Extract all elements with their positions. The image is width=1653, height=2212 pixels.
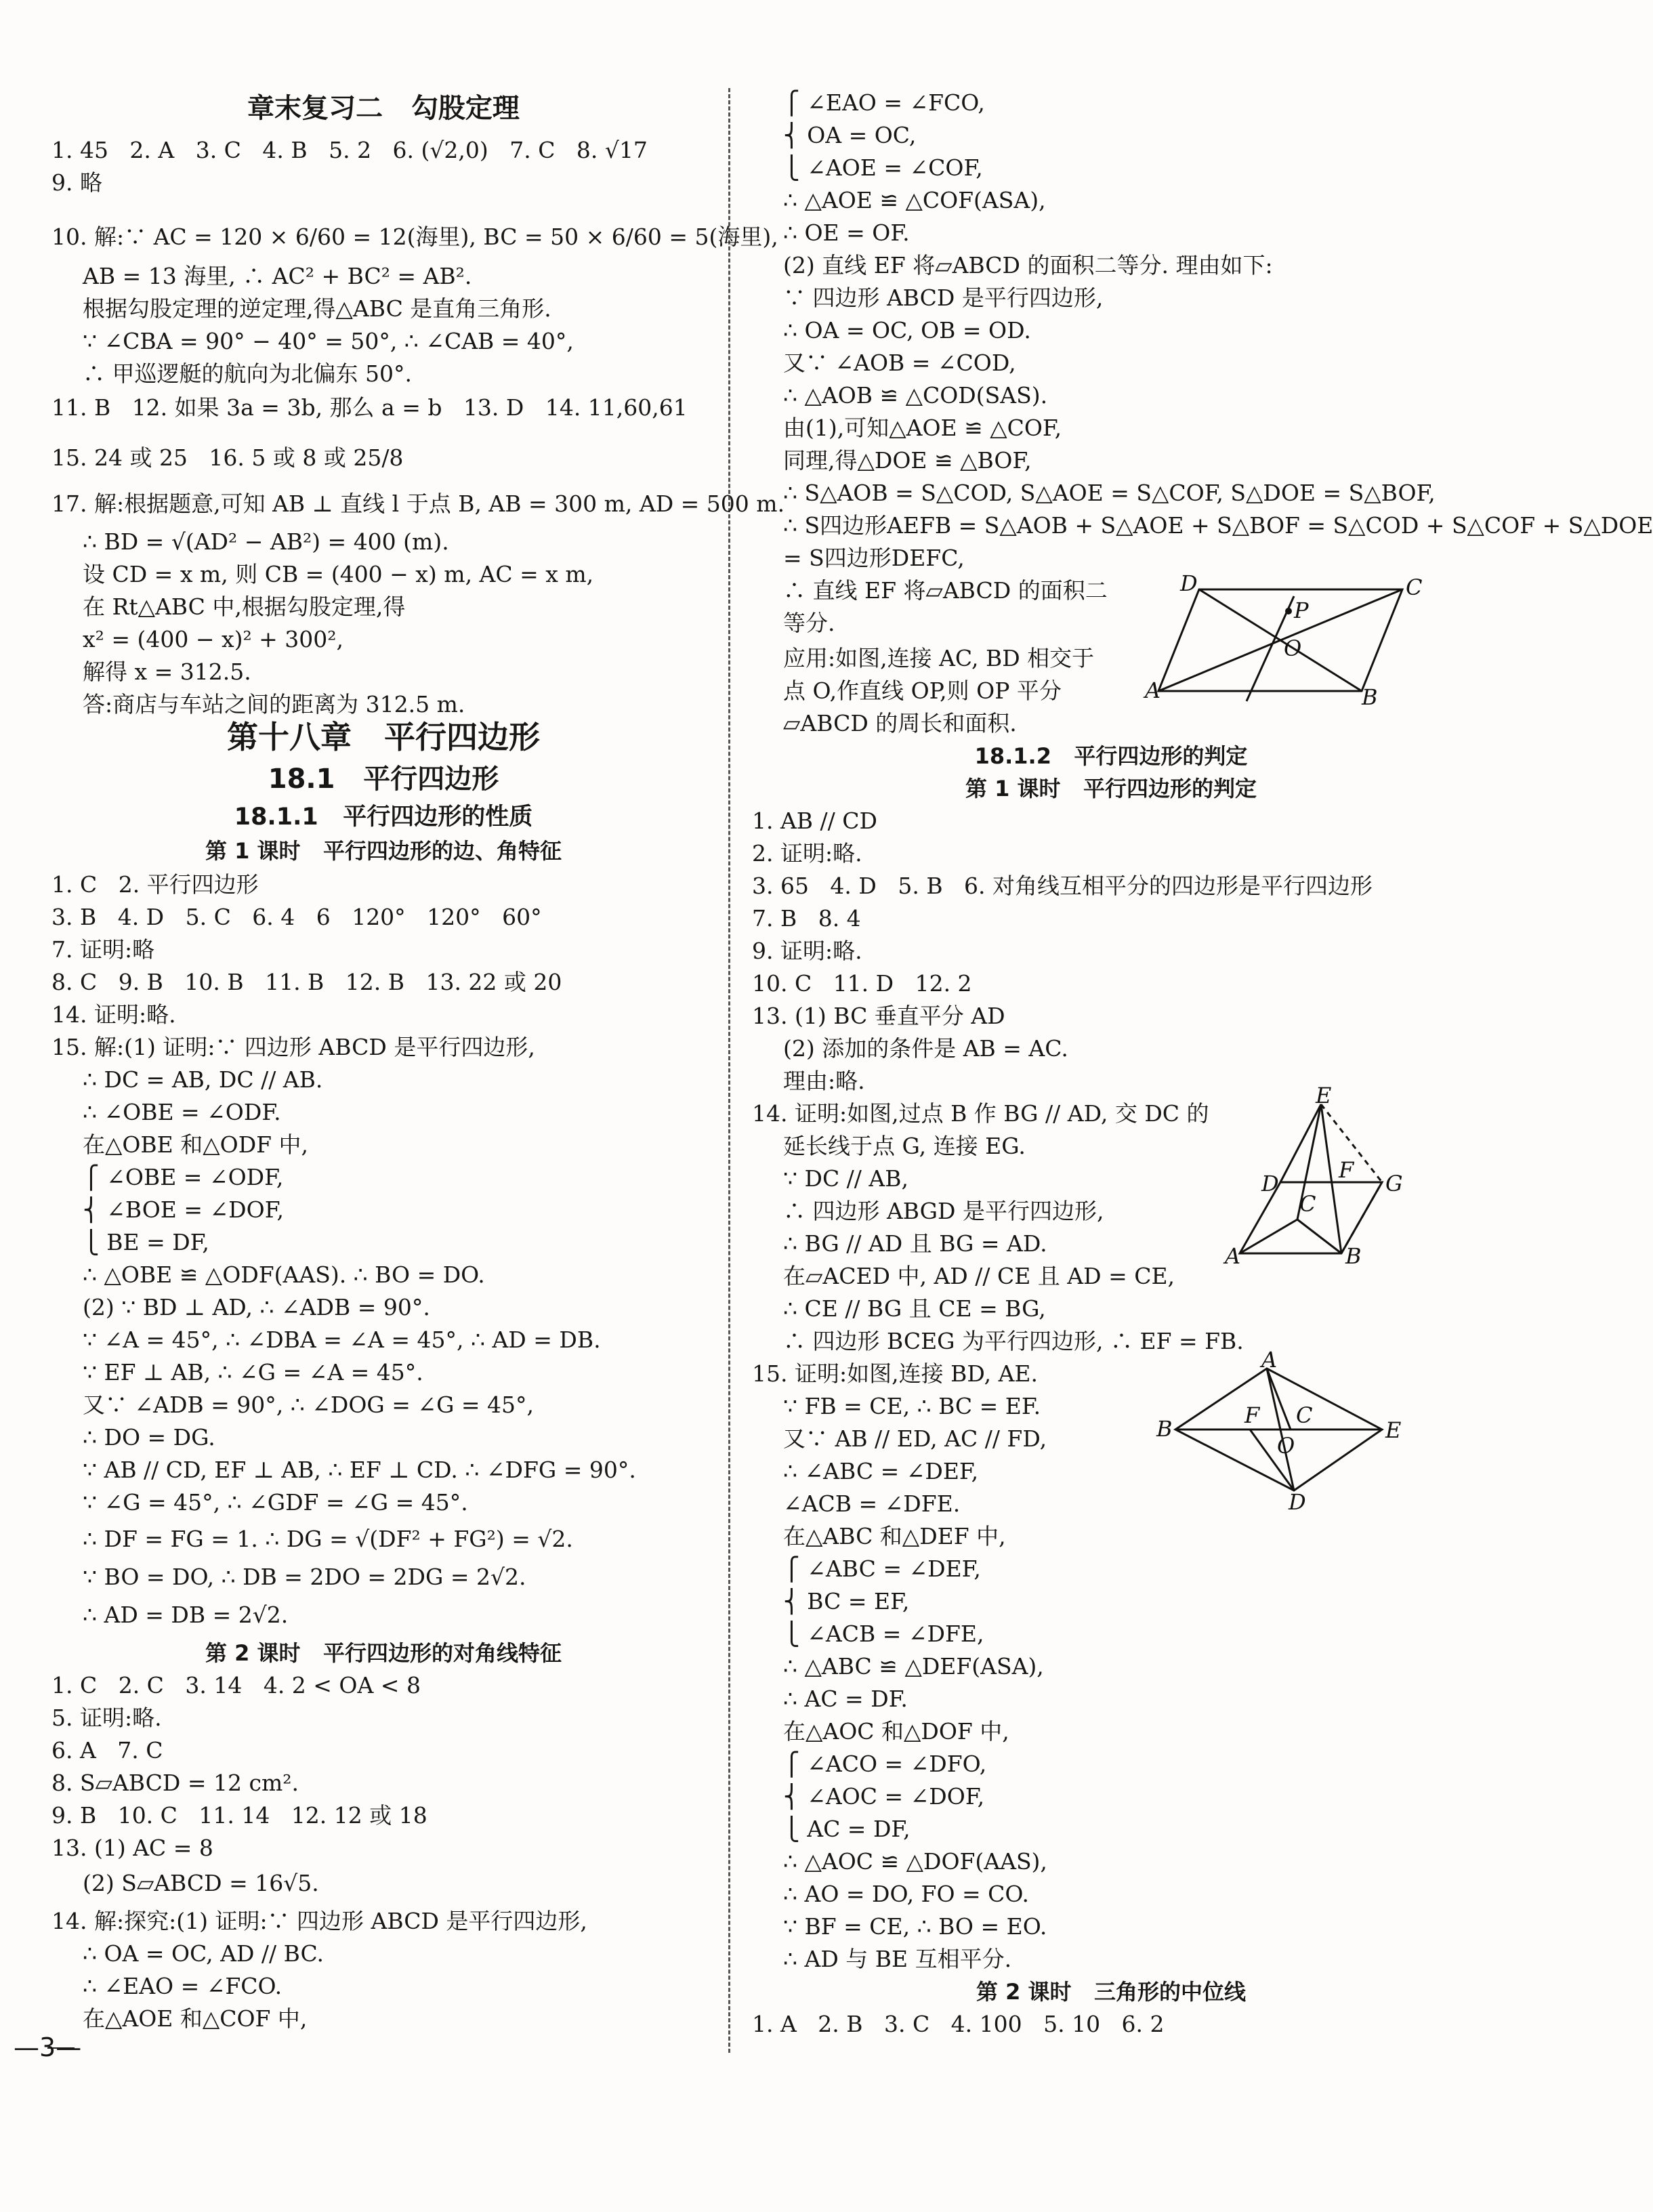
answer-line: ∴ △AOC ≌ △DOF(AAS), <box>783 1848 1047 1875</box>
answer-line: 7. 证明:略 <box>51 936 155 963</box>
label-a: A <box>1145 677 1161 703</box>
answer-line: ⎨ BC = EF, <box>783 1588 910 1614</box>
section-heading: 第 1 课时 平行四边形的判定 <box>965 776 1257 801</box>
answer-line: 在△AOE 和△COF 中, <box>83 2005 308 2032</box>
answer-line: 11. B 12. 如果 3a = 3b, 那么 a = b 13. D 14. 11,60,61 <box>51 394 688 421</box>
answer-line: ∴ 直线 EF 将▱ABCD 的面积二 <box>783 577 1108 604</box>
label-d: D <box>1261 1171 1279 1196</box>
answer-line: 7. B 8. 4 <box>752 905 861 932</box>
answer-line: ∴ 四边形 ABGD 是平行四边形, <box>783 1198 1104 1224</box>
answer-line: ⎧ ∠ABC = ∠DEF, <box>783 1556 981 1582</box>
answer-line: 15. 解:(1) 证明:∵ 四边形 ABCD 是平行四边形, <box>51 1034 535 1060</box>
answer-line: 17. 解:根据题意,可知 AB ⊥ 直线 l 于点 B, AB = 300 m, AD = 500 m. <box>51 491 785 517</box>
answer-line: ∴ AD = DB = 2√2. <box>83 1602 289 1628</box>
answer-line: ⎧ ∠ACO = ∠DFO, <box>783 1751 987 1777</box>
answer-line: ⎧ ∠OBE = ∠ODF, <box>83 1164 284 1190</box>
answer-line: (2) 直线 EF 将▱ABCD 的面积二等分. 理由如下: <box>783 252 1273 278</box>
answer-line: ∴ 甲巡逻艇的航向为北偏东 50°. <box>83 360 412 387</box>
answer-line: ∵ ∠CBA = 90° − 40° = 50°, ∴ ∠CAB = 40°, <box>83 328 574 354</box>
answer-line: 10. 解:∵ AC = 120 × 6/60 = 12(海里), BC = 50 × 6/60 = 5(海里), <box>51 224 778 250</box>
answer-line: 又∵ ∠ADB = 90°, ∴ ∠DOG = ∠G = 45°, <box>83 1392 535 1418</box>
answer-line: x² = (400 − x)² + 300², <box>83 626 344 652</box>
section-heading: 18.1.1 平行四边形的性质 <box>234 804 533 831</box>
section-heading: 第 2 课时 三角形的中位线 <box>976 1979 1246 2005</box>
answer-line: 13. (1) AC = 8 <box>51 1835 213 1861</box>
answer-line: ∴ ∠OBE = ∠ODF. <box>83 1099 281 1125</box>
answer-line: ∴ OA = OC, OB = OD. <box>783 317 1031 343</box>
answer-line: ∴ DO = DG. <box>83 1424 215 1451</box>
answer-line: 同理,得△DOE ≌ △BOF, <box>783 447 1032 474</box>
answer-line: ⎨ ∠AOC = ∠DOF, <box>783 1783 985 1810</box>
figure-15 <box>1155 1347 1406 1515</box>
answer-line: ∵ ∠A = 45°, ∴ ∠DBA = ∠A = 45°, ∴ AD = DB. <box>83 1327 601 1353</box>
answer-line: 8. C 9. B 10. B 11. B 12. B 13. 22 或 20 <box>51 969 562 995</box>
answer-line: 9. 证明:略. <box>752 938 862 964</box>
answer-line: ∵ FB = CE, ∴ BC = EF. <box>783 1393 1041 1419</box>
label-c: C <box>1299 1191 1316 1217</box>
answer-line: (2) S▱ABCD = 16√5. <box>83 1870 319 1896</box>
answer-line: 15. 24 或 25 16. 5 或 8 或 25/8 <box>51 444 404 471</box>
section-heading: 第十八章 平行四边形 <box>226 719 541 755</box>
answer-line: ∵ ∠G = 45°, ∴ ∠GDF = ∠G = 45°. <box>83 1489 468 1516</box>
answer-line: AB = 13 海里, ∴ AC² + BC² = AB². <box>83 263 472 289</box>
answer-line: ∵ DC // AB, <box>783 1165 908 1192</box>
answer-line: 应用:如图,连接 AC, BD 相交于 <box>783 645 1095 671</box>
answer-line: 1. C 2. C 3. 14 4. 2 < OA < 8 <box>51 1672 421 1698</box>
answer-line: 9. 略 <box>51 169 102 196</box>
label-f: F <box>1244 1402 1260 1428</box>
answer-line: 根据勾股定理的逆定理,得△ABC 是直角三角形. <box>83 295 551 322</box>
answer-line: ∴ BD = √(AD² − AB²) = 400 (m). <box>83 528 449 555</box>
answer-line: 在▱ACED 中, AD // CE 且 AD = CE, <box>783 1263 1175 1289</box>
answer-line: 14. 解:探究:(1) 证明:∵ 四边形 ABCD 是平行四边形, <box>51 1908 587 1934</box>
answer-line: ▱ABCD 的周长和面积. <box>783 710 1017 736</box>
point-p <box>1285 608 1292 614</box>
answer-line: ⎨ ∠BOE = ∠DOF, <box>83 1196 284 1223</box>
answer-line: 在△OBE 和△ODF 中, <box>83 1131 309 1158</box>
answer-line: 解得 x = 312.5. <box>83 659 251 685</box>
answer-line: ∴ 四边形 BCEG 为平行四边形, ∴ EF = FB. <box>783 1328 1244 1354</box>
label-e: E <box>1385 1417 1402 1443</box>
answer-line: 又∵ ∠AOB = ∠COD, <box>783 350 1016 376</box>
answer-line: ∴ ∠EAO = ∠FCO. <box>83 1973 283 1999</box>
answer-line: ∴ OE = OF. <box>783 220 910 246</box>
answer-line: ∴ AD 与 BE 互相平分. <box>783 1946 1012 1972</box>
answer-line: ∴ S△AOB = S△COD, S△AOE = S△COF, S△DOE = S△BOF, <box>783 480 1436 506</box>
answer-line: ∴ S四边形AEFB = S△AOB + S△AOE + S△BOF = S△COD + S△COF + S△DOE <box>783 512 1653 539</box>
answer-line: 等分. <box>783 610 835 636</box>
answer-line: ∴ △AOE ≌ △COF(ASA), <box>783 187 1046 213</box>
answer-line: ∵ 四边形 ABCD 是平行四边形, <box>783 285 1104 311</box>
answer-line: 1. AB // CD <box>752 808 877 834</box>
answer-line: 1. 45 2. A 3. C 4. B 5. 2 6. (√2,0) 7. C 8. √17 <box>51 137 648 163</box>
answer-line: 8. S▱ABCD = 12 cm². <box>51 1770 299 1796</box>
answer-line: ∴ OA = OC, AD // BC. <box>83 1940 325 1967</box>
label-a: A <box>1225 1243 1241 1269</box>
answer-line: 在△ABC 和△DEF 中, <box>783 1523 1006 1549</box>
label-c: C <box>1296 1402 1313 1428</box>
answer-line: ∵ EF ⊥ AB, ∴ ∠G = ∠A = 45°. <box>83 1359 423 1385</box>
column-divider <box>728 88 730 2053</box>
answer-line: 3. B 4. D 5. C 6. 4 6 120° 120° 60° <box>51 904 542 930</box>
answer-line: 1. C 2. 平行四边形 <box>51 871 259 898</box>
label-o: O <box>1284 635 1302 661</box>
answer-line: 2. 证明:略. <box>752 840 862 867</box>
label-d: D <box>1289 1489 1306 1515</box>
section-heading: 18.1 平行四边形 <box>268 764 499 795</box>
diagonal-bd <box>1199 589 1362 691</box>
answer-line: 15. 证明:如图,连接 BD, AE. <box>752 1360 1038 1387</box>
answer-line: 1. A 2. B 3. C 4. 100 5. 10 6. 2 <box>752 2011 1165 2037</box>
answer-line: = S四边形DEFC, <box>783 545 965 571</box>
section-heading: 第 1 课时 平行四边形的边、角特征 <box>205 838 562 864</box>
answer-line: ∠ACB = ∠DFE. <box>783 1490 961 1517</box>
answer-line: 6. A 7. C <box>51 1737 163 1764</box>
answer-line: 延长线于点 G, 连接 EG. <box>783 1133 1026 1159</box>
label-g: G <box>1385 1171 1403 1196</box>
label-c: C <box>1406 575 1423 600</box>
answer-line: 14. 证明:如图,过点 B 作 BG // AD, 交 DC 的 <box>752 1100 1209 1127</box>
answer-line: ∴ BG // AD 且 BG = AD. <box>783 1230 1047 1257</box>
answer-line: (2) ∵ BD ⊥ AD, ∴ ∠ADB = 90°. <box>83 1294 430 1320</box>
answer-line: ∴ ∠ABC = ∠DEF, <box>783 1458 979 1484</box>
figure-parallelogram-abcd-op <box>1145 570 1423 711</box>
answer-line: 14. 证明:略. <box>51 1001 176 1028</box>
section-heading: 章末复习二 勾股定理 <box>247 93 520 124</box>
label-e: E <box>1316 1083 1332 1108</box>
label-b: B <box>1345 1243 1362 1269</box>
figure-14 <box>1219 1083 1403 1274</box>
answer-line: ∴ AO = DO, FO = CO. <box>783 1881 1029 1907</box>
answer-line: 又∵ AB // ED, AC // FD, <box>783 1425 1047 1452</box>
answer-line: ∵ BO = DO, ∴ DB = 2DO = 2DG = 2√2. <box>83 1564 526 1590</box>
answer-line: ∴ △AOB ≌ △COD(SAS). <box>783 382 1048 409</box>
section-heading: 18.1.2 平行四边形的判定 <box>974 743 1248 769</box>
answer-line: 设 CD = x m, 则 CB = (400 − x) m, AC = x m, <box>83 561 594 587</box>
label-p: P <box>1294 598 1309 623</box>
answer-line: ⎩ AC = DF, <box>783 1816 911 1842</box>
label-f: F <box>1339 1157 1354 1183</box>
answer-line: ⎩ ∠AOE = ∠COF, <box>783 154 983 181</box>
answer-line: ∴ △ABC ≌ △DEF(ASA), <box>783 1653 1044 1679</box>
section-heading: 第 2 课时 平行四边形的对角线特征 <box>205 1640 562 1666</box>
answer-line: 由(1),可知△AOE ≌ △COF, <box>783 415 1062 441</box>
answer-line: 理由:略. <box>783 1068 865 1094</box>
answer-line: (2) 添加的条件是 AB = AC. <box>783 1035 1068 1062</box>
page-number: —3— <box>14 2032 82 2062</box>
answer-line: 在 Rt△ABC 中,根据勾股定理,得 <box>83 593 406 620</box>
answer-line: ⎧ ∠EAO = ∠FCO, <box>783 89 985 116</box>
answer-line: 在△AOC 和△DOF 中, <box>783 1718 1009 1745</box>
answer-line: ⎩ ∠ACB = ∠DFE, <box>783 1621 984 1647</box>
answer-line: ⎩ BE = DF, <box>83 1229 209 1255</box>
label-o: O <box>1277 1433 1295 1459</box>
answer-line: ∵ AB // CD, EF ⊥ AB, ∴ EF ⊥ CD. ∴ ∠DFG = 90°. <box>83 1457 636 1483</box>
answer-line: ⎨ OA = OC, <box>783 122 917 148</box>
answer-line: ∴ AC = DF. <box>783 1686 908 1712</box>
answer-line: 10. C 11. D 12. 2 <box>752 970 972 997</box>
answer-line: 9. B 10. C 11. 14 12. 12 或 18 <box>51 1802 427 1829</box>
answer-line: ∴ DC = AB, DC // AB. <box>83 1066 323 1093</box>
answer-line: 点 O,作直线 OP,则 OP 平分 <box>783 677 1062 704</box>
answer-line: ∴ △OBE ≌ △ODF(AAS). ∴ BO = DO. <box>83 1261 485 1288</box>
label-a: A <box>1261 1347 1278 1373</box>
answer-line: ∵ BF = CE, ∴ BO = EO. <box>783 1913 1047 1940</box>
label-b: B <box>1362 684 1378 710</box>
answer-line: 5. 证明:略. <box>51 1705 162 1731</box>
answer-line: 3. 65 4. D 5. B 6. 对角线互相平分的四边形是平行四边形 <box>752 873 1373 899</box>
label-d: D <box>1180 570 1198 596</box>
answer-line: 13. (1) BC 垂直平分 AD <box>752 1003 1005 1029</box>
answer-line: 答:商店与车站之间的距离为 312.5 m. <box>83 691 465 717</box>
label-b: B <box>1156 1416 1173 1442</box>
answer-line: ∴ CE // BG 且 CE = BG, <box>783 1295 1046 1322</box>
answer-line: ∴ DF = FG = 1. ∴ DG = √(DF² + FG²) = √2. <box>83 1526 573 1552</box>
